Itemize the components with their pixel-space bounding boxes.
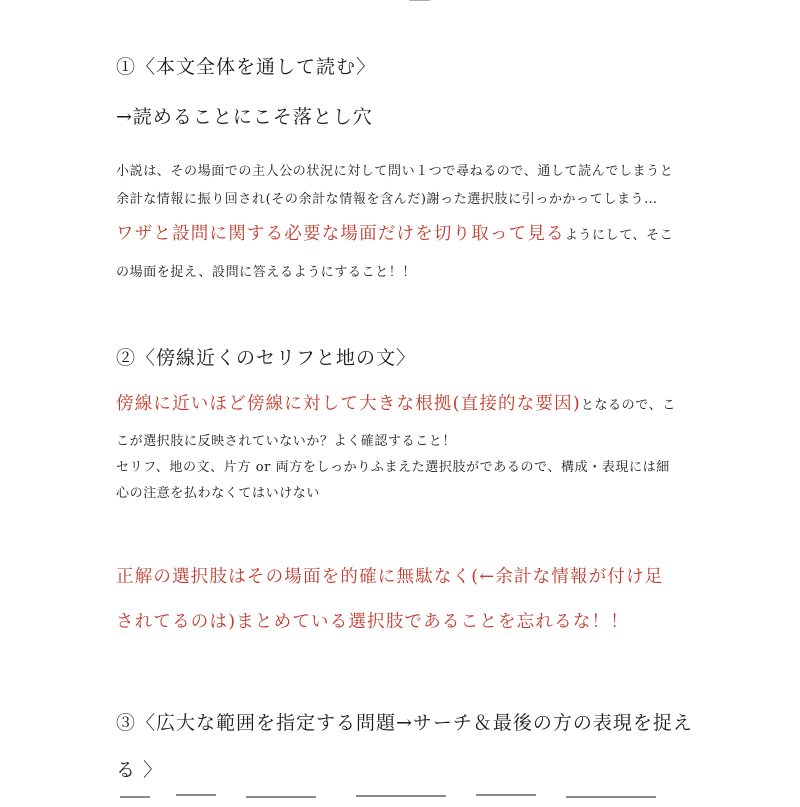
cropped-text-fragment — [200, 0, 460, 6]
cropped-top-strip — [200, 0, 460, 10]
section-3-heading: ③〈広大な範囲を指定する問題→サーチ＆最後の方の表現を捉え — [116, 712, 693, 734]
section-1-body-line: 余計な情報に振り回され(その余計な情報を含んだ)謝った選択肢に引っかかってしまう… — [116, 192, 658, 207]
section-2-body-line: セリフ、地の文、片方 or 両方をしっかりふまえた選択肢がであるので、構成・表現には細 — [116, 460, 670, 475]
section-1-body-line: 小説は、その場面での主人公の状況に対して問い１つで尋ねるので、通して読んでしまうと — [116, 164, 674, 179]
section-1-body-line: の場面を捉え、設問に答えるようにすること！！ — [116, 265, 416, 280]
section-1-emphasis-tail: ようにして、そこ — [564, 228, 674, 243]
section-1-emphasis-text: ワザと設問に関する必要な場面だけを切り取って見る — [116, 224, 565, 244]
cropped-text-fragment — [116, 793, 676, 803]
section-2-callout-line: されてるのは)まとめている選択肢であることを忘れるな！！ — [116, 612, 629, 632]
section-2-body-line: 心の注意を払わなくてはいけない — [116, 486, 321, 501]
section-1-heading: ①〈本文全体を通して読む〉 — [116, 56, 377, 78]
section-2-callout-line: 正解の選択肢はその場面を的確に無駄なく(←余計な情報が付け足 — [116, 567, 664, 587]
section-2-emphasis-line — [116, 390, 676, 415]
section-2-emphasis-tail: となるので、こ — [580, 398, 676, 413]
section-3-heading-continued: る 〉 — [116, 759, 164, 781]
section-1-subheading: →読めることにこそ落とし穴 — [116, 106, 373, 128]
section-2-emphasis-text: 傍線に近いほど傍線に対して大きな根拠(直接的な要因) — [116, 394, 581, 414]
section-2-body-line: こが選択肢に反映されていないか？よく確認すること！ — [116, 434, 457, 449]
section-1-emphasis-line — [116, 220, 673, 245]
section-2-heading: ②〈傍線近くのセリフと地の文〉 — [116, 347, 417, 369]
